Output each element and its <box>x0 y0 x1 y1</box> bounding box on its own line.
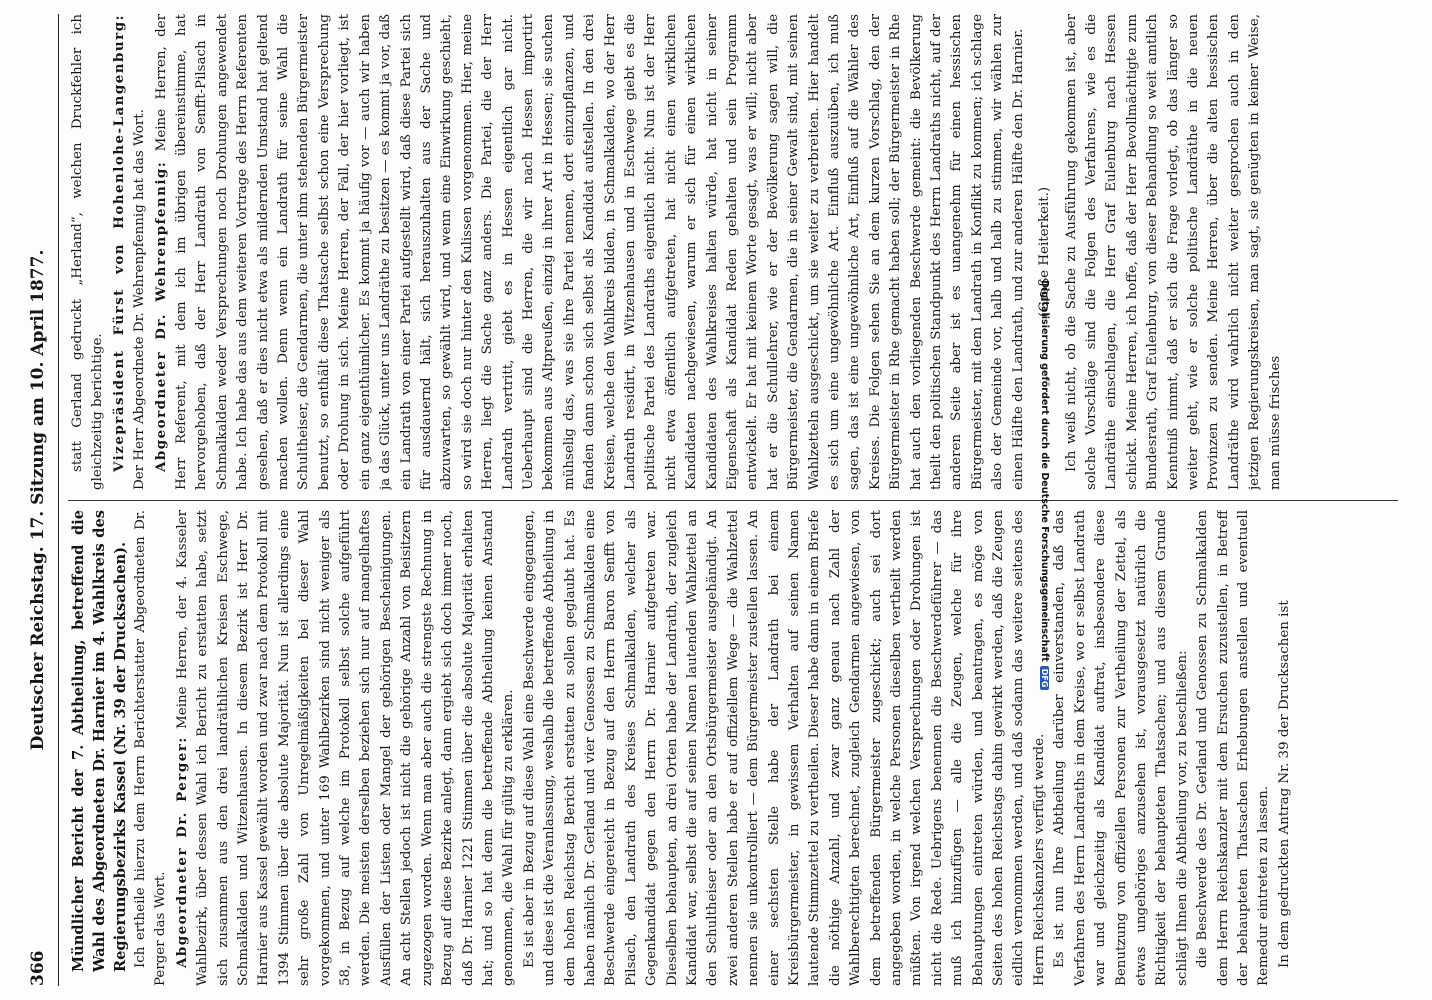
stage-direction: (Große Heiterkeit.) <box>1037 186 1053 318</box>
speaker-name: Abgeordneter Dr. Wehrenpfennig: <box>152 160 169 472</box>
body-paragraph: Ich ertheile hierzu dem Herrn Berichterstatter Abgeordneten Dr. Perger das Wort. <box>133 510 169 986</box>
speaker-name: Abgeordneter Dr. Perger: <box>173 736 190 968</box>
column-divider <box>68 500 1398 501</box>
running-title: Deutscher Reichstag. 17. Sitzung am 10. April 1877. <box>28 249 48 751</box>
header-rule <box>58 14 59 986</box>
dfg-logo: DFG <box>1040 666 1049 691</box>
digitization-credit <box>1036 280 1050 688</box>
speech-paragraph <box>151 14 1029 490</box>
document-page <box>28 14 1408 986</box>
page-number: 366 <box>28 950 48 986</box>
body-paragraph: In dem gedruckten Antrag Nr. 39 der Drucksachen ist <box>1276 600 1292 968</box>
body-paragraph: statt Gerland gedruckt „Herland“, welchen Druckfehler ich gleichzeitig berichtige. <box>70 14 106 490</box>
speaker-name: Vizepräsident Fürst von Hohenlohe-Langenburg: <box>110 14 127 472</box>
body-paragraph: Es ist nun Ihre Abtheilung darüber einverstanden, daß das Verfahren des Herrn Landraths in dem Kreise, wo er selbst Landrath war und gleichzeitig als Kandidat auftrat, insbesondere diese Benutzung von offiziellen Personen zur Vertheilung der Zettel, als etwas ungehöriges anzusehen ist, vorausgesetzt natürlich die Richtigkeit der behaupteten Thatsachen; und aus diesem Grunde schlägt Ihnen die Abtheilung vor, zu beschließen: <box>1052 510 1190 986</box>
body-paragraph: Ich weiß nicht, ob die Sache zu Ausführung gekommen ist, aber solche Vorschläge sind die Folgen des Verfahrens, wie es die Landräthe einschlagen, die Herr Graf Eulenburg nach Hessen schickt. Meine Herren, ich hoffe, daß der Herr Bevollmächtigte zum Bundesrath, Graf Eulenburg, von dieser Behandlung so weit amtlich Kenntniß nimmt, daß er sich die Frage vorlegt, ob das länger so weiter geht, wie er solche politische Landräthe in die neuen Provinzen zu senden. Meine Herren, über die alten hessischen Landräthe wird wahrlich nicht weiter gesprochen auch in den jetzigen Regierungskreisen, man sagt, sie genügten in keiner Weise, man müsse frisches <box>1063 14 1283 490</box>
speech-text: Meine Herren, der Herr Referent, mit dem ich im übrigen übereinstimme, hat hervorgehoben, daß der Herr Landrath von Senfft-Pilsach in Schmalkalden weder Versprechungen noch Drohungen angewendet habe. Ich habe das aus dem weiteren Vortrage des Herrn Referenten gesehen, daß er dies nicht etwa als mildernden Umstand hat geltend machen wollen. Denn wenn ein Landrath für seine Wahl die Schultheiser, die Gendarmen, die unter ihm stehenden Bürgermeister benutzt, so enthält diese Thatsache selbst schon eine Versprechung oder Drohung in sich. Meine Herren, der Fall, der hier vorliegt, ist ein ganz eigenthümlicher. Es kommt ja häufig vor — auch wir haben ja das Glück, unter uns Landräthe zu besitzen — es kommt ja vor, daß ein Landrath von einer Partei aufgestellt wird, daß diese Partei sich für ausdauernd hält, sich herauszuhalten aus der Sache und abzuwarten, so gewählt wird, und wenn eine Einwirkung geschieht, so wird sie doch nur hinter den Kulissen vorgenommen. Hier, meine Herren, liegt die Sache ganz anders. Die Partei, die der Herr Landrath vertritt, giebt es in Hessen eigentlich gar nicht. Ueberhaupt sind die Herren, die wir nach Hessen importirt bekommen aus Altpreußen, einzig in ihrer Art in Hessen; sie suchen mühselig das, was sie ihre Partei nennen, dort einzupflanzen, und fanden dann schon sich selbst als Kandidat aufstellen. In den drei Kreisen, welche den Wahlkreis bilden, in Schmalkalden, wo der Herr Landrath residirt, in Witzenhausen und in Eschwege giebt es die politische Partei des Landraths eigentlich nicht. Nun ist der Herr nicht etwa öffentlich aufgetreten, hat nicht einen wirklichen Kandidaten nachgewiesen, warum er sich für einen wirklichen Kandidaten des Wahlkreises halten würde, hat nicht in seiner Eigenschaft als Kandidat Reden gehalten und sein Programm entwickelt. Er hat mit keinem Worte gesagt, was er will; nicht aber hat er die Schullehrer, wie er der Bevölkerung sagen will, die Bürgermeister, die Gendarmen, die in seiner Gewalt sind, mit seinen Wahlzetteln ausgeschickt, um sie weiter zu verbreiten. Hier handelt es sich um eine ungewöhnliche Art. Einfluß auszuüben, ich muß sagen, das ist eine ungewöhnliche Art, Einfluß auf die Wähler des Kreises. Die Folgen sehen Sie an dem kurzen Vorschlag, den der Bürgermeister in Rhe gemacht haben soll; der Bürgermeister in Rhe hat auch den vorliegenden Beschwerde gemeint: die Bevölkerung theilt den politischen Standpunkt des Herrn Landraths nicht, auf der anderen Seite aber ist es unangenehm für einen hessischen Bürgermeister, mit dem Landrath in Konflikt zu kommen; ich schlage also der Gemeinde vor, halb und halb zu stimmen, wir wählen zur einen Hälfte den Landrath, und zur anderen Hälfte den Dr. Harnier. <box>153 14 1026 490</box>
speech-paragraph <box>109 14 151 490</box>
speech-text: Der Herr Abgeordnete Dr. Wehrenpfennig hat das Wort. <box>132 109 148 490</box>
body-paragraph: Es ist aber in Bezug auf diese Wahl eine Beschwerde eingegangen, und diese ist die Veranlassung, weshalb die betreffende Abtheilung in dem hohen Reichstag Bericht erstatten zu sollen geglaubt hat. Es haben nämlich Dr. Gerland und vier Genossen zu Schmalkalden eine Beschwerde eingereicht in Bezug auf den Herrn Baron Senfft von Pilsach, den Landrath des Kreises Schmalkalden, welcher als Gegenkandidat gegen den Herrn Dr. Harnier aufgetreten war. Dieselben behaupten, an drei Orten habe der Landrath, der zugleich Kandidat war, selbst die auf seinen Namen lautenden Wahlzettel an den Schultheiser oder an den Ortsbürgermeister ausgehändigt. An zwei anderen Stellen habe er auf offiziellem Wege — die Wahlzettel nennen sie unkontrolliert — dem Bürgermeister zustellen lassen. An einer sechsten Stelle habe der Landrath bei einem Kreisbürgermeister, in gewissem Verhalten auf seinen Namen lautende Stimmzettel zu vertheilen. Dieser habe dann in einem Briefe die nöthige Anzahl, und zwar ganz genau nach Zahl der Wahlberechtigten berechnet, zugleich Gendarmen angewiesen, von dem betreffenden Bürgermeister zugeschickt; auch sei dort angegeben worden, in welche Personen dieselben vertheilt werden müßten. Von irgend welchen Versprechungen oder Drohungen ist nicht die Rede. Uebrigens benennen die Beschwerdeführer — das muß ich hinzufügen — alle die Zeugen, welche für ihre Behauptungen eintreten würden, und beantragen, es möge von Seiten des hohen Reichstags dahin gewirkt werden, daß die Zeugen eidlich vernommen werden, und daß sodann das weitere seitens des Herrn Reichskanzlers verfügt werde. <box>521 510 1047 986</box>
running-head <box>28 14 58 986</box>
speech-paragraph <box>172 510 520 986</box>
report-heading: Mündlicher Bericht der 7. Abtheilung, betreffend die Wahl des Abgeordneten Dr. Harnier im 4. Wahlkreis des Regierungsbezirks Kassel (Nr. 39 der Drucksachen). <box>70 510 129 972</box>
digitization-credit-text: Digitalisierung gefördert durch die Deutsche Forschungsgemeinschaft <box>1039 280 1050 662</box>
speech-text: Meine Herren, der 4. Kasseler Wahlbezirk, über dessen Wahl ich Bericht zu erstatten habe, setzt sich zusammen aus den drei landräthlichen Kreisen Eschwege, Schmalkalden und Witzenhausen. In diesem Bezirk ist Herr Dr. Harnier aus Kassel gewählt worden und zwar nach dem Protokoll mit 1394 Stimmen über die absolute Majorität. Nun ist allerdings eine sehr große Zahl von Unregelmäßigkeiten bei dieser Wahl vorgekommen, und unter 169 Wahlbezirken sind nicht weniger als 58, in Bezug auf welche im Protokoll selbst solche aufgeführt werden. Die meisten derselben beziehen sich nur auf mangelhaftes Ausfüllen der Listen oder Mangel der gehörigen Bescheinigungen. An acht Stellen jedoch ist nicht die gehörige Anzahl von Beisitzern zugezogen worden. Wenn man aber auch die strengste Rechnung in Bezug auf diese Bezirke anlegt, dann ergiebt sich doch immer noch, daß Dr. Harnier 1221 Stimmen über die absolute Majorität erhalten hat; und so hat denn die betreffende Abtheilung keinen Anstand genommen, die Wahl für gültig zu erklären. <box>174 510 517 986</box>
left-column <box>68 510 1398 986</box>
body-paragraph: die Beschwerde des Dr. Gerland und Genossen zu Schmalkalden dem Herrn Reichskanzler mit dem Ersuchen zuzustellen, in Betreff der behaupteten Thatsachen Erhebungen anstellen und eventuell Remedur eintreten zu lassen. <box>1195 510 1272 986</box>
right-column <box>68 14 1398 490</box>
